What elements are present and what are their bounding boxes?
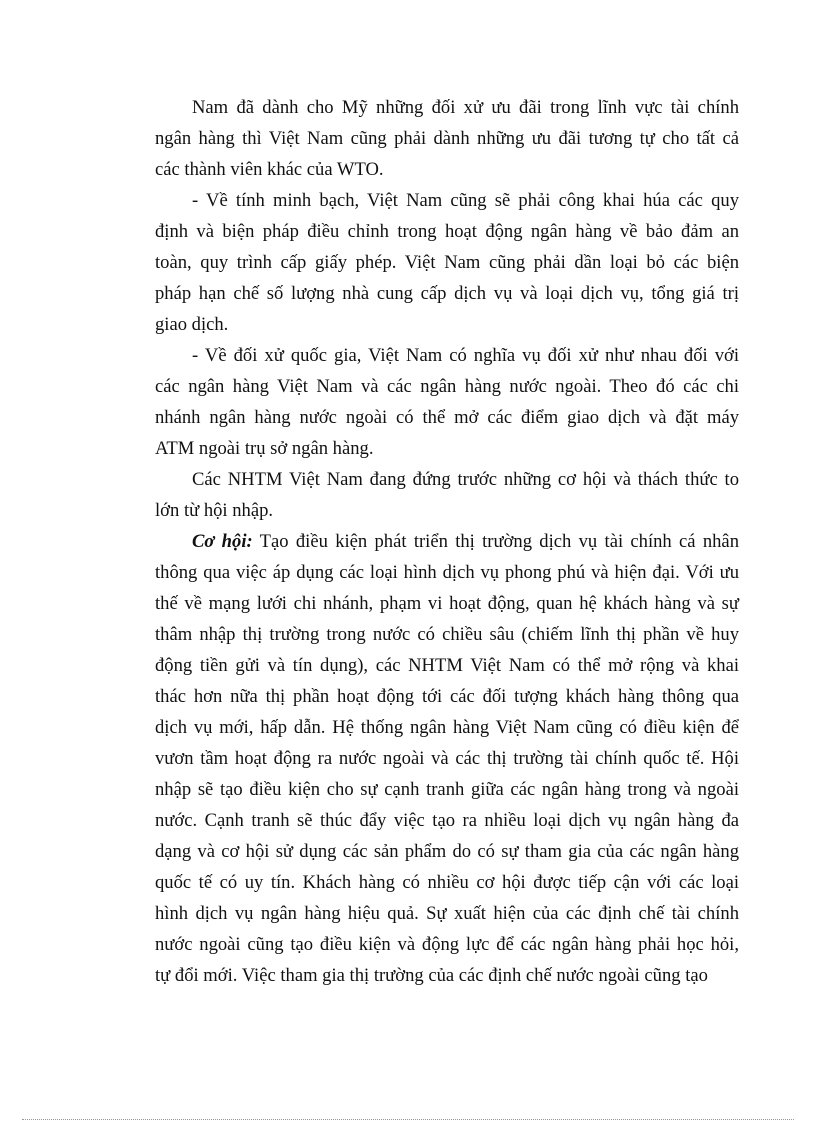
text-line: nước ngoài cũng tạo điều kiện và động lực để các ngân hàng phải học hỏi,	[155, 934, 739, 955]
text-line: giao dịch.	[155, 314, 229, 335]
text-line: - Về tính minh bạch, Việt Nam cũng sẽ phải công khai húa các quy	[192, 190, 739, 211]
text-line: các thành viên khác của WTO.	[155, 159, 384, 180]
text-line: tự đổi mới. Việc tham gia thị trường của các định chế nước ngoài cũng tạo	[155, 965, 708, 986]
text-line: quốc tế có uy tín. Khách hàng có nhiều cơ hội được tiếp cận với các loại	[155, 872, 739, 893]
text-line: Các NHTM Việt Nam đang đứng trước những cơ hội và thách thức to	[192, 469, 739, 490]
text-line: thác hơn nữa thị phần hoạt động tới các đối tượng khách hàng thông qua	[155, 686, 739, 707]
text-line: Nam đã dành cho Mỹ những đối xử ưu đãi trong lĩnh vực tài chính	[192, 97, 739, 118]
page-bottom-divider	[22, 1119, 794, 1120]
text-line: các ngân hàng Việt Nam và các ngân hàng nước ngoài. Theo đó các chi	[155, 376, 739, 397]
text-line: dịch vụ mới, hấp dẫn. Hệ thống ngân hàng Việt Nam cũng có điều kiện để	[155, 717, 739, 738]
text-line: hình dịch vụ ngân hàng hiệu quả. Sự xuất hiện của các định chế tài chính	[155, 903, 739, 924]
paragraph	[155, 526, 739, 991]
text-line: pháp hạn chế số lượng nhà cung cấp dịch vụ và loại dịch vụ, tổng giá trị	[155, 283, 739, 304]
text-line: lớn từ hội nhập.	[155, 500, 274, 521]
text-line: ATM ngoài trụ sở ngân hàng.	[155, 438, 374, 459]
text-line: ngân hàng thì Việt Nam cũng phải dành những ưu đãi tương tự cho tất cả	[155, 128, 739, 149]
paragraph	[155, 185, 739, 340]
text-line: vươn tầm hoạt động ra nước ngoài và các thị trường tài chính quốc tế. Hội	[155, 748, 739, 769]
text-line: thông qua việc áp dụng các loại hình dịch vụ phong phú và hiện đại. Với ưu	[155, 562, 739, 583]
text-line: nhánh ngân hàng nước ngoài có thể mở các điểm giao dịch và đặt máy	[155, 407, 739, 428]
text-line: động tiền gửi và tín dụng), các NHTM Việt Nam có thể mở rộng và khai	[155, 655, 739, 676]
paragraph	[155, 92, 739, 185]
text-line: - Về đối xử quốc gia, Việt Nam có nghĩa vụ đối xử như nhau đối với	[192, 345, 739, 366]
text-line: dạng và cơ hội sử dụng các sản phẩm do có sự tham gia của các ngân hàng	[155, 841, 739, 862]
text-line: nhập sẽ tạo điều kiện cho sự cạnh tranh giữa các ngân hàng trong và ngoài	[155, 779, 739, 800]
text-line: thâm nhập thị trường trong nước có chiều sâu (chiếm lĩnh thị phần về huy	[155, 624, 739, 645]
paragraph	[155, 464, 739, 526]
document-body	[155, 92, 739, 991]
text-line	[155, 526, 739, 557]
text-line: định và biện pháp điều chỉnh trong hoạt động ngân hàng về bảo đảm an	[155, 221, 739, 242]
text-line: toàn, quy trình cấp giấy phép. Việt Nam cũng phải dần loại bỏ các biện	[155, 252, 739, 273]
paragraph	[155, 340, 739, 464]
text-run: Tạo điều kiện phát triển thị trường dịch vụ tài chính cá nhân	[252, 531, 739, 552]
opportunity-heading: Cơ hội:	[192, 531, 253, 552]
text-line: nước. Cạnh tranh sẽ thúc đẩy việc tạo ra nhiều loại dịch vụ ngân hàng đa	[155, 810, 739, 831]
text-line: thế về mạng lưới chi nhánh, phạm vi hoạt động, quan hệ khách hàng và sự	[155, 593, 739, 614]
